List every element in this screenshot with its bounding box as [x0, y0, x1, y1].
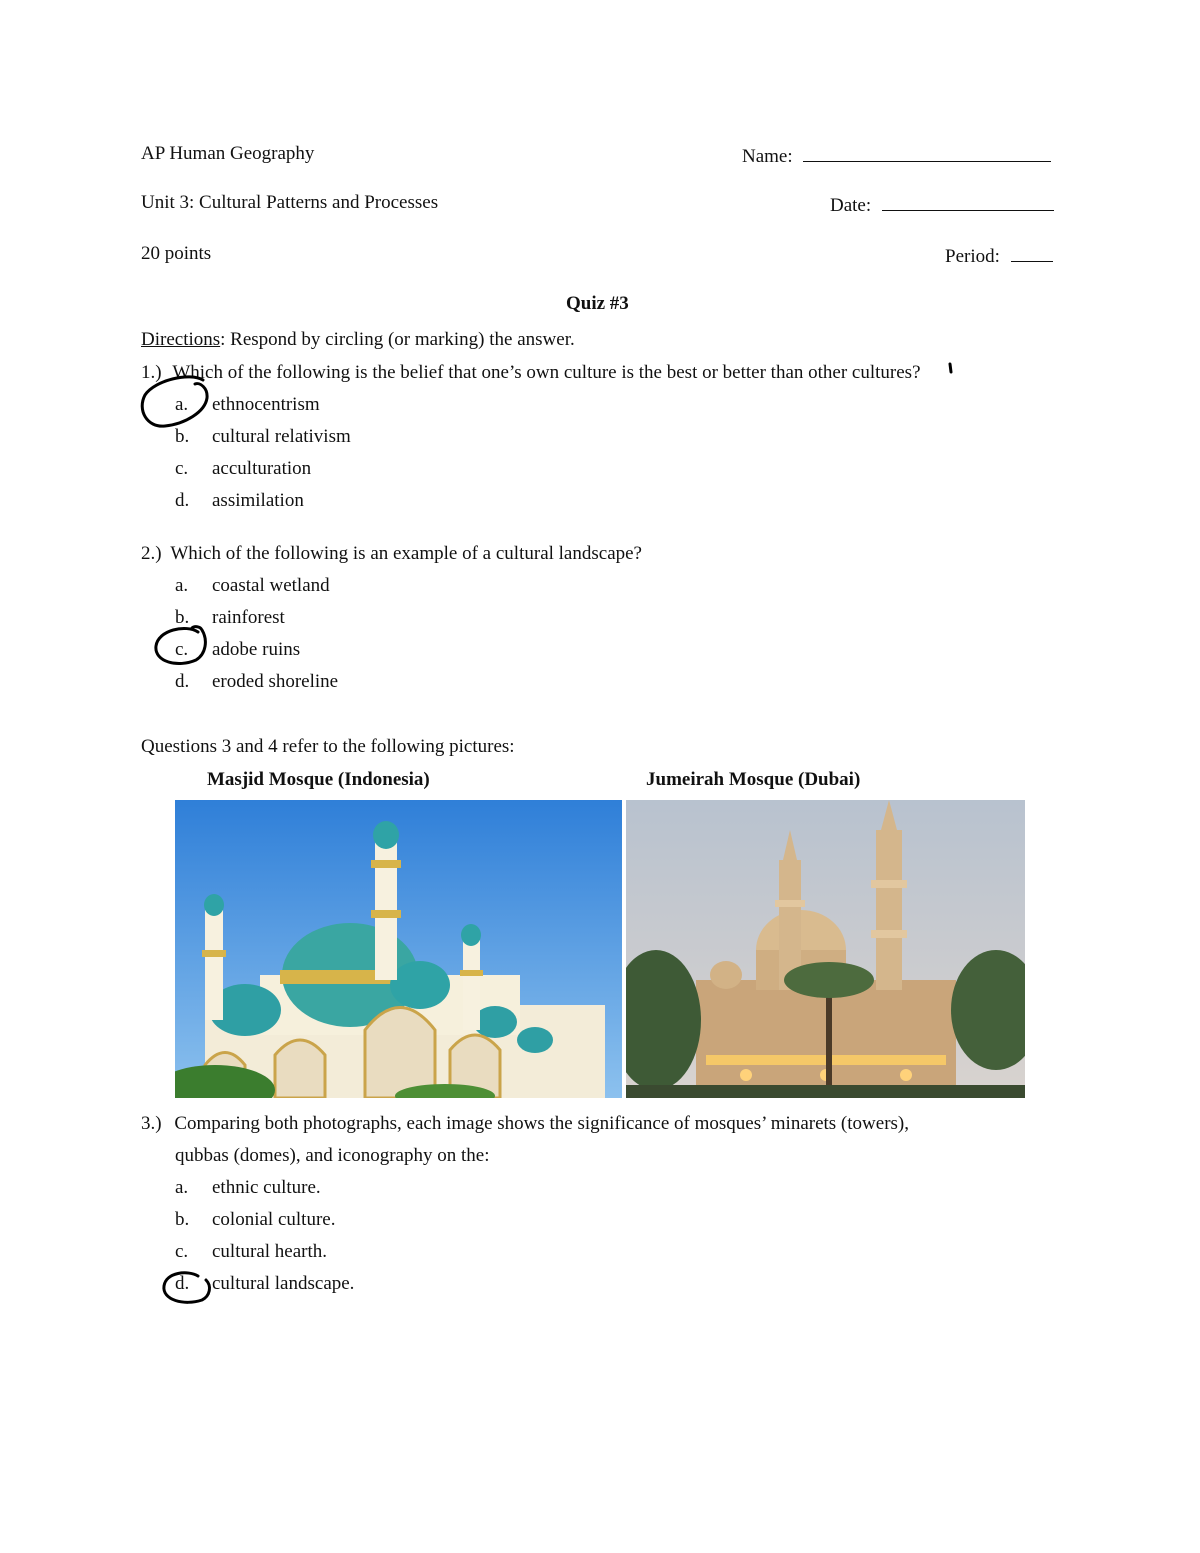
- photo-jumeirah-mosque: [626, 800, 1025, 1098]
- q1-option-d-letter: d.: [175, 490, 190, 511]
- q2-option-d-text: eroded shoreline: [212, 671, 339, 692]
- q3-option-b-text: colonial culture.: [212, 1209, 336, 1230]
- question-3-line1: [141, 1113, 909, 1135]
- q2-option-a-letter: a.: [175, 575, 189, 596]
- period-blank[interactable]: [1011, 243, 1053, 262]
- q1-option-c-text: acculturation: [212, 458, 312, 479]
- caption-right: Jumeirah Mosque (Dubai): [646, 769, 861, 790]
- name-blank[interactable]: [803, 143, 1051, 162]
- question-1-text: Which of the following is the belief that one’s own culture is the best or better than other cultures?: [172, 362, 921, 383]
- masjid-mosque-image: [175, 800, 622, 1098]
- date-label: Date:: [830, 195, 872, 216]
- question-3-number: 3.): [141, 1113, 162, 1134]
- q3-option-a-letter: a.: [175, 1177, 189, 1198]
- period-label: Period:: [945, 246, 1000, 267]
- q1-option-c-letter: c.: [175, 458, 189, 479]
- q1-option-d-text: assimilation: [212, 490, 304, 511]
- pictures-intro: Questions 3 and 4 refer to the following pictures:: [141, 736, 515, 757]
- unit-title: Unit 3: Cultural Patterns and Processes: [141, 192, 439, 213]
- caption-left: Masjid Mosque (Indonesia): [207, 769, 430, 790]
- q3-option-d-letter: d.: [175, 1273, 190, 1294]
- date-blank[interactable]: [882, 192, 1054, 211]
- name-label: Name:: [742, 146, 793, 167]
- q1-option-c[interactable]: [175, 458, 311, 480]
- q3-option-d[interactable]: [175, 1273, 354, 1295]
- q1-option-b-text: cultural relativism: [212, 426, 351, 447]
- q1-option-a-letter: a.: [175, 394, 189, 415]
- q3-option-c[interactable]: [175, 1241, 327, 1263]
- directions-label: Directions: [141, 329, 221, 350]
- question-2: [141, 543, 642, 565]
- q2-option-d-letter: d.: [175, 671, 190, 692]
- q2-option-a[interactable]: [175, 575, 330, 597]
- course-title: AP Human Geography: [141, 143, 315, 164]
- question-3-text-line2: qubbas (domes), and iconography on the:: [175, 1145, 490, 1166]
- q3-option-c-letter: c.: [175, 1241, 189, 1262]
- points-label: 20 points: [141, 243, 212, 264]
- question-2-text: Which of the following is an example of a cultural landscape?: [170, 543, 642, 564]
- question-2-number: 2.): [141, 543, 162, 564]
- q3-option-b-letter: b.: [175, 1209, 190, 1230]
- question-3-text-line1: Comparing both photographs, each image shows the significance of mosques’ minarets (towers),: [174, 1113, 909, 1134]
- question-1-number: 1.): [141, 362, 162, 383]
- jumeirah-mosque-image: [626, 800, 1025, 1098]
- quiz-title: Quiz #3: [566, 293, 629, 314]
- q3-option-a-text: ethnic culture.: [212, 1177, 321, 1198]
- stray-pen-mark-q1: [946, 362, 956, 376]
- q2-option-d[interactable]: [175, 671, 338, 693]
- q1-option-a-text: ethnocentrism: [212, 394, 320, 415]
- q1-option-b-letter: b.: [175, 426, 190, 447]
- q2-option-b-letter: b.: [175, 607, 190, 628]
- q1-option-b[interactable]: [175, 426, 351, 448]
- q1-option-a[interactable]: [175, 394, 320, 416]
- directions: [141, 329, 575, 351]
- q2-option-b-text: rainforest: [212, 607, 285, 628]
- q2-option-a-text: coastal wetland: [212, 575, 330, 596]
- q3-option-b[interactable]: [175, 1209, 335, 1231]
- name-field[interactable]: [742, 143, 1051, 168]
- question-1: [141, 362, 921, 384]
- date-field[interactable]: [830, 192, 1054, 217]
- photo-masjid-mosque: [175, 800, 622, 1098]
- q3-option-c-text: cultural hearth.: [212, 1241, 328, 1262]
- q3-option-d-text: cultural landscape.: [212, 1273, 355, 1294]
- q2-option-c-text: adobe ruins: [212, 639, 301, 660]
- q1-option-d[interactable]: [175, 490, 304, 512]
- q2-option-c[interactable]: [175, 639, 300, 661]
- q2-option-b[interactable]: [175, 607, 285, 629]
- q2-option-c-letter: c.: [175, 639, 189, 660]
- directions-text: : Respond by circling (or marking) the answer.: [220, 329, 575, 350]
- q3-option-a[interactable]: [175, 1177, 321, 1199]
- period-field[interactable]: [945, 243, 1053, 268]
